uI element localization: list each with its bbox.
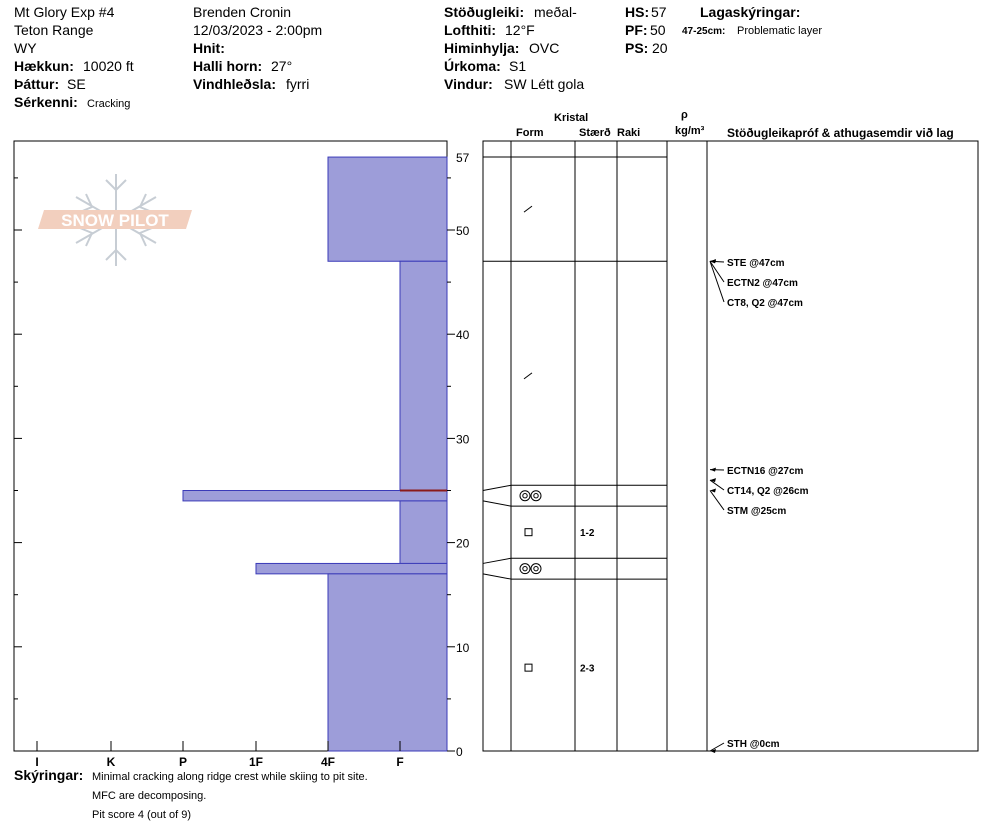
features-label: Sérkenni: (14, 94, 78, 110)
hardness-label: F (396, 755, 404, 769)
stability-test-label: CT14, Q2 @26cm (727, 486, 809, 497)
hardness-layer (328, 157, 447, 261)
features-value: Cracking (87, 98, 131, 110)
melt-freeze-crystal-icon (520, 491, 530, 501)
density-unit-header: kg/m³ (675, 125, 705, 137)
elevation-label: Hækkun: (14, 58, 74, 74)
hardness-label: K (106, 755, 116, 769)
layer-connector (483, 574, 511, 579)
hardness-layer (256, 563, 447, 573)
stability-tests-header: Stöðugleikapróf & athugasemdir við lag (727, 126, 954, 140)
stability-test-label: STE @47cm (727, 258, 785, 269)
pf-value: 50 (650, 22, 666, 38)
hardness-layer (400, 501, 447, 564)
aspect-value: SE (67, 76, 86, 92)
test-arrow (710, 743, 724, 751)
hs-value: 57 (651, 4, 667, 20)
melt-freeze-crystal-icon (531, 491, 541, 501)
hardness-label: 1F (248, 755, 264, 769)
y-tick-label: 30 (456, 432, 470, 447)
precip-value: S1 (509, 58, 527, 74)
y-tick-label: 10 (456, 640, 470, 655)
sky-value: OVC (529, 40, 560, 56)
notes-line-3: Pit score 4 (out of 9) (92, 809, 192, 821)
aspect-label: Þáttur: (14, 76, 60, 92)
crystal-header: Kristal (554, 112, 589, 124)
melt-freeze-crystal-icon (523, 566, 527, 570)
wind-label: Vindur: (444, 76, 493, 92)
faceted-crystal-icon (525, 529, 532, 536)
form-header: Form (516, 127, 544, 139)
hardness-label: 4F (320, 755, 336, 769)
coords-label: Hnit: (193, 40, 225, 56)
y-tick-label: 40 (456, 328, 470, 343)
layer-connector (483, 485, 511, 490)
y-tick-label: 20 (456, 536, 470, 551)
legend-depth: 47-25cm: (682, 26, 726, 37)
crystal-size: 1-2 (580, 528, 595, 540)
stability-test-label: ECTN16 @27cm (727, 466, 804, 477)
melt-freeze-crystal-icon (520, 564, 530, 574)
crystal-size: 2-3 (580, 663, 595, 675)
faceted-crystal-icon (525, 664, 532, 671)
precip-label: Úrkoma: (444, 58, 501, 74)
arrow-head-icon (710, 468, 716, 472)
air-temp-value: 12°F (505, 22, 535, 38)
hardness-layer (400, 261, 447, 490)
hardness-layer (183, 491, 447, 501)
test-arrow (710, 261, 724, 302)
observer-name: Brenden Cronin (193, 4, 292, 20)
y-tick-label: 57 (456, 151, 470, 166)
legend-title: Lagaskýringar: (700, 4, 801, 20)
decomposing-crystal-icon (524, 206, 532, 212)
elevation-value: 10020 ft (83, 58, 134, 74)
test-arrow (710, 261, 724, 282)
wind-loading-label: Vindhleðsla: (193, 76, 276, 92)
melt-freeze-crystal-icon (523, 494, 527, 498)
notes-label: Skýringar: (14, 767, 84, 783)
test-arrow (710, 491, 724, 511)
wind-loading-value: fyrri (286, 76, 310, 92)
melt-freeze-crystal-icon (534, 494, 538, 498)
hardness-layer (328, 574, 447, 751)
notes-line-1: Minimal cracking along ridge crest while skiing to pit site. (92, 771, 368, 783)
melt-freeze-crystal-icon (534, 566, 538, 570)
sky-label: Himinhylja: (444, 40, 520, 56)
hs-label: HS: (625, 4, 650, 20)
slope-value: 27° (271, 58, 293, 74)
layer-connector (483, 501, 511, 506)
layer-connector (483, 558, 511, 563)
size-header: Stærð (579, 127, 611, 139)
stability-label: Stöðugleiki: (444, 4, 525, 20)
ps-label: PS: (625, 40, 649, 56)
test-arrow (710, 480, 724, 490)
observation-datetime: 12/03/2023 - 2:00pm (193, 22, 323, 38)
table-column-dividers (511, 141, 707, 751)
arrow-head-icon (710, 478, 716, 482)
melt-freeze-crystal-icon (531, 564, 541, 574)
range-name: Teton Range (14, 22, 94, 38)
pit-title: Mt Glory Exp #4 (14, 4, 115, 20)
snowpilot-logo (38, 174, 192, 266)
wind-value: SW Létt gola (504, 76, 585, 92)
y-tick-label: 0 (456, 745, 463, 759)
decomposing-crystal-icon (524, 373, 532, 379)
logo-text: SNOW PILOT (61, 211, 169, 230)
layer-table-frame (483, 141, 978, 751)
stability-test-label: CT8, Q2 @47cm (727, 298, 803, 309)
moisture-header: Raki (617, 127, 641, 139)
hardness-label: I (35, 755, 39, 769)
pf-label: PF: (625, 22, 648, 38)
notes-line-2: MFC are decomposing. (92, 790, 207, 802)
slope-label: Halli horn: (193, 58, 263, 74)
air-temp-label: Lofthiti: (444, 22, 497, 38)
stability-value: meðal- (534, 4, 577, 20)
hardness-label: P (178, 755, 188, 769)
stability-test-label: STH @0cm (727, 739, 780, 750)
legend-text: Problematic layer (737, 25, 822, 37)
stability-test-label: STM @25cm (727, 506, 787, 517)
ps-value: 20 (652, 40, 668, 56)
stability-test-label: ECTN2 @47cm (727, 278, 798, 289)
rho-header: ρ (681, 109, 688, 121)
state-name: WY (14, 40, 37, 56)
y-tick-label: 50 (456, 224, 470, 238)
